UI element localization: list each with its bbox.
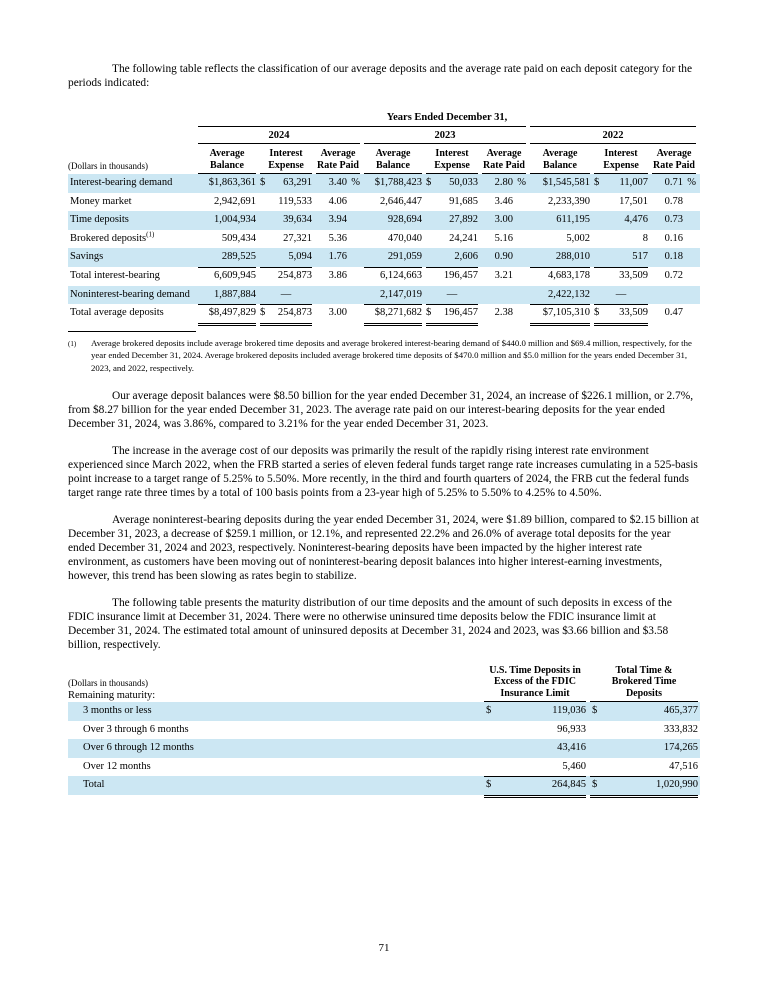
cell-balance-2022: $1,545,581: [542, 177, 590, 188]
row-label: Brokered deposits$^{(1)}$: [70, 230, 155, 244]
footnote: [68, 337, 700, 375]
body-paragraph: Average noninterest-bearing deposits during the year ended December 31, 2024, were $1.89 billion, compared to $2.15 billion at December 31, 2023, a decrease of $259.1 million, or 12.1%, and represented 22.2% and 26.0% of average total deposits for the year ended December 31, 2024 and 2023, respectively. Noninterest-bearing deposits have been impacted by the higher interest rate environment, as customers have been moving out of noninterest-bearing deposit balances into higher interest-earning investments, however, this trend has been slowing as rates begin to stabilize.: [68, 513, 699, 582]
cell-balance-2024: $8,497,829: [198, 304, 256, 326]
cell-expense-2024: $ 254,873: [260, 304, 312, 326]
row-label: 3 months or less: [83, 705, 152, 717]
cell-rate-2023: 3.21: [494, 269, 513, 281]
cell-rate-2024: 5.36: [328, 232, 347, 244]
cell-total-time: $ 465,377: [592, 705, 698, 717]
cell-fdic-excess: 96,933: [557, 723, 586, 735]
row-label: Time deposits: [70, 214, 129, 226]
cell-rate-2022: 0.73: [664, 214, 683, 226]
remaining-maturity-label: Remaining maturity:: [68, 690, 156, 702]
table-row: [68, 211, 700, 230]
cell-expense-2022: 17,501: [619, 195, 648, 207]
table-row: [68, 721, 700, 740]
row-label: Total: [83, 779, 105, 791]
cell-rate-2024: 4.06: [328, 195, 347, 207]
year-2023: 2023: [364, 127, 526, 144]
table-row: [68, 739, 700, 758]
table-row: [68, 230, 700, 249]
row-label: Over 12 months: [83, 760, 151, 772]
year-header-row: [68, 127, 700, 144]
cell-expense-2023: —: [426, 286, 478, 306]
cell-balance-2024: $1,863,361: [208, 177, 256, 188]
cell-expense-2024: 39,634: [283, 214, 312, 226]
row-label: Savings: [70, 251, 104, 263]
cell-balance-2023: 470,040: [387, 232, 422, 244]
col-header-rate-2023: Average Rate Paid: [482, 148, 526, 174]
cell-expense-2023: 2,606: [426, 248, 478, 268]
col-header-balance-2023: Average Balance: [364, 148, 422, 174]
cell-fdic-excess: $ 264,845: [484, 776, 586, 798]
col-header-expense-2022: Interest Expense: [594, 148, 648, 174]
cell-expense-2024: 119,533: [278, 195, 312, 207]
table-row: [68, 248, 700, 267]
cell-rate-2024: 3.40 %: [328, 177, 360, 188]
table-row: [68, 193, 700, 212]
col-header-total-time: Total Time & Brokered Time Deposits: [590, 665, 698, 703]
maturity-label-header: [68, 678, 480, 702]
col-header-rate-2024: Average Rate Paid: [316, 148, 360, 174]
cell-rate-2022: 0.71 %: [664, 177, 696, 188]
table-row: [68, 702, 700, 721]
cell-total-time: 333,832: [663, 723, 698, 735]
cell-rate-2023: 3.00: [494, 214, 513, 226]
cell-expense-2023: $ 50,033: [426, 177, 478, 188]
row-label: Interest-bearing demand: [70, 177, 173, 188]
cell-fdic-excess: 5,460: [484, 758, 586, 778]
cell-balance-2024: 1,887,884: [198, 286, 256, 306]
cell-balance-2022: 4,683,178: [548, 269, 590, 281]
cell-rate-2022: 0.72: [664, 269, 683, 281]
cell-total-time: 47,516: [590, 758, 698, 778]
cell-rate-2024: 3.00: [328, 307, 347, 319]
cell-expense-2022: 4,476: [624, 214, 648, 226]
cell-rate-2023: 0.90: [494, 251, 513, 263]
cell-expense-2024: 254,873: [277, 269, 312, 281]
cell-balance-2022: 288,010: [530, 248, 590, 268]
cell-balance-2023: $1,788,423: [374, 177, 422, 188]
cell-rate-2024: 1.76: [328, 251, 347, 263]
cell-rate-2023: 2.80 %: [494, 177, 526, 188]
cell-expense-2022: $ 33,509: [594, 304, 648, 326]
cell-balance-2024: 2,942,691: [214, 195, 256, 207]
table-caption-row: [68, 112, 700, 125]
row-label: Total average deposits: [70, 307, 164, 319]
cell-expense-2023: 24,241: [449, 232, 478, 244]
footnote-marker: (1): [146, 230, 155, 239]
cell-balance-2023: 2,646,447: [380, 195, 422, 207]
average-deposits-table: [68, 112, 700, 323]
cell-rate-2024: 3.86: [328, 269, 347, 281]
intro-paragraph: The following table reflects the classification of our average deposits and the average rate paid on each deposit category for the periods indicated:: [68, 63, 693, 89]
maturity-table: [68, 665, 700, 795]
cell-expense-2024: $ 63,291: [260, 177, 312, 188]
col-header-expense-2023: Interest Expense: [426, 148, 478, 174]
row-label: Over 3 through 6 months: [83, 723, 189, 735]
cell-balance-2024: 1,004,934: [214, 214, 256, 226]
cell-balance-2022: 5,002: [566, 232, 590, 244]
cell-expense-2023: 196,457: [443, 269, 478, 281]
cell-rate-2024: 3.94: [328, 214, 347, 226]
cell-balance-2023: 6,124,663: [380, 269, 422, 281]
cell-fdic-excess: 43,416: [557, 742, 586, 754]
body-paragraph: Our average deposit balances were $8.50 billion for the year ended December 31, 2024, an increase of $226.1 million, or 2.7%, from $8.27 billion for the year ended December 31, 2023. The average rate paid on our interest-bearing deposits for the year ended December 31, 2024, was 3.86%, compared to 3.21% for the year ended December 31, 2023.: [68, 389, 694, 430]
column-header-row: [68, 148, 700, 174]
cell-rate-2022: 0.78: [664, 195, 683, 207]
cell-expense-2024: 27,321: [283, 232, 312, 244]
cell-rate-2022: 0.47: [664, 307, 683, 319]
table-row: [68, 304, 700, 323]
cell-rate-2024: [316, 286, 360, 306]
cell-balance-2022: 2,422,132: [530, 286, 590, 306]
cell-expense-2024: 5,094: [260, 248, 312, 268]
dollars-note: (Dollars in thousands): [68, 678, 148, 689]
cell-expense-2023: 91,685: [449, 195, 478, 207]
cell-rate-2023: [482, 286, 526, 306]
table-caption: Years Ended December 31,: [386, 112, 508, 123]
cell-total-time: $ 1,020,990: [590, 776, 698, 798]
row-label: Over 6 through 12 months: [83, 742, 194, 754]
table-row: [68, 267, 700, 286]
body-paragraph: The increase in the average cost of our deposits was primarily the result of the rapidly rising interest rate environment experienced since March 2022, when the FRB started a series of eleven federal funds target range rate increases cumulating in a 525-basis point increase to a target range of 5.25% to 5.50%. More recently, in the third and fourth quarters of 2024, the FRB cut the federal funds target range rate three times by a total of 100 basis points from a 23-year high of 5.25% to 5.50% to 4.25% to 4.50%.: [68, 444, 698, 499]
cell-expense-2024: —: [260, 286, 312, 306]
cell-fdic-excess: $ 119,036: [486, 705, 586, 717]
cell-balance-2023: 928,694: [387, 214, 422, 226]
col-header-fdic-excess: U.S. Time Deposits in Excess of the FDIC Insurance Limit: [484, 665, 586, 703]
cell-balance-2024: 6,609,945: [214, 269, 256, 281]
page-number: 71: [378, 942, 390, 954]
cell-total-time: 174,265: [663, 742, 698, 754]
cell-expense-2022: —: [594, 286, 648, 306]
row-label: Total interest-bearing: [70, 269, 160, 281]
cell-rate-2022: 0.18: [664, 251, 683, 263]
year-2022: 2022: [530, 127, 696, 144]
footnote-separator: [68, 331, 196, 332]
cell-rate-2022: [652, 286, 696, 306]
cell-expense-2022: 517: [594, 248, 648, 268]
row-label: Noninterest-bearing demand: [70, 288, 190, 300]
year-2024: 2024: [198, 127, 360, 144]
cell-balance-2024: 509,434: [221, 232, 256, 244]
col-header-expense-2024: Interest Expense: [260, 148, 312, 174]
table-row: [68, 758, 700, 777]
cell-rate-2023: 3.46: [494, 195, 513, 207]
cell-expense-2022: $ 11,007: [594, 177, 648, 188]
col-header-balance-2022: Average Balance: [530, 148, 590, 174]
cell-balance-2023: 291,059: [364, 248, 422, 268]
body-paragraph: The following table presents the maturity distribution of our time deposits and the amount of such deposits in excess of the FDIC insurance limit at December 31, 2024. There were no otherwise uninsured time deposits below the FDIC insurance limit at December 31, 2024. The estimated total amount of uninsured deposits at December 31, 2024 and 2023, was $3.66 billion and $3.58 billion, respectively.: [68, 596, 672, 651]
cell-expense-2022: 33,509: [619, 269, 648, 281]
cell-rate-2023: 5.16: [494, 232, 513, 244]
cell-rate-2022: 0.16: [664, 232, 683, 244]
cell-expense-2023: $ 196,457: [426, 304, 478, 326]
cell-expense-2023: 27,892: [449, 214, 478, 226]
cell-balance-2022: 2,233,390: [548, 195, 590, 207]
cell-rate-2023: 2.38: [494, 307, 513, 319]
footnote-text: Average brokered deposits include average brokered time deposits and average brokered interest-bearing demand of $440.0 million and $69.4 million, respectively, for the year ended December 31, 2024. Average brokered deposits included average brokered time deposits of $470.0 million and $5.0 million for the years ended December 31, 2023, and 2022, respectively.: [91, 337, 692, 373]
cell-balance-2023: 2,147,019: [364, 286, 422, 306]
table-row: [68, 286, 700, 305]
row-label: Money market: [70, 195, 132, 207]
cell-balance-2023: $8,271,682: [364, 304, 422, 326]
col-header-balance-2024: Average Balance: [198, 148, 256, 174]
cell-balance-2024: 289,525: [198, 248, 256, 268]
cell-balance-2022: $7,105,310: [530, 304, 590, 326]
table-row: [68, 776, 700, 795]
footnote-marker: (1): [68, 339, 77, 348]
cell-expense-2022: 8: [642, 232, 648, 244]
maturity-header-row: [68, 665, 700, 703]
dollars-note: (Dollars in thousands): [68, 161, 148, 171]
cell-balance-2022: 611,195: [556, 214, 590, 226]
table-row: [68, 174, 700, 193]
col-header-rate-2022: Average Rate Paid: [652, 148, 696, 174]
